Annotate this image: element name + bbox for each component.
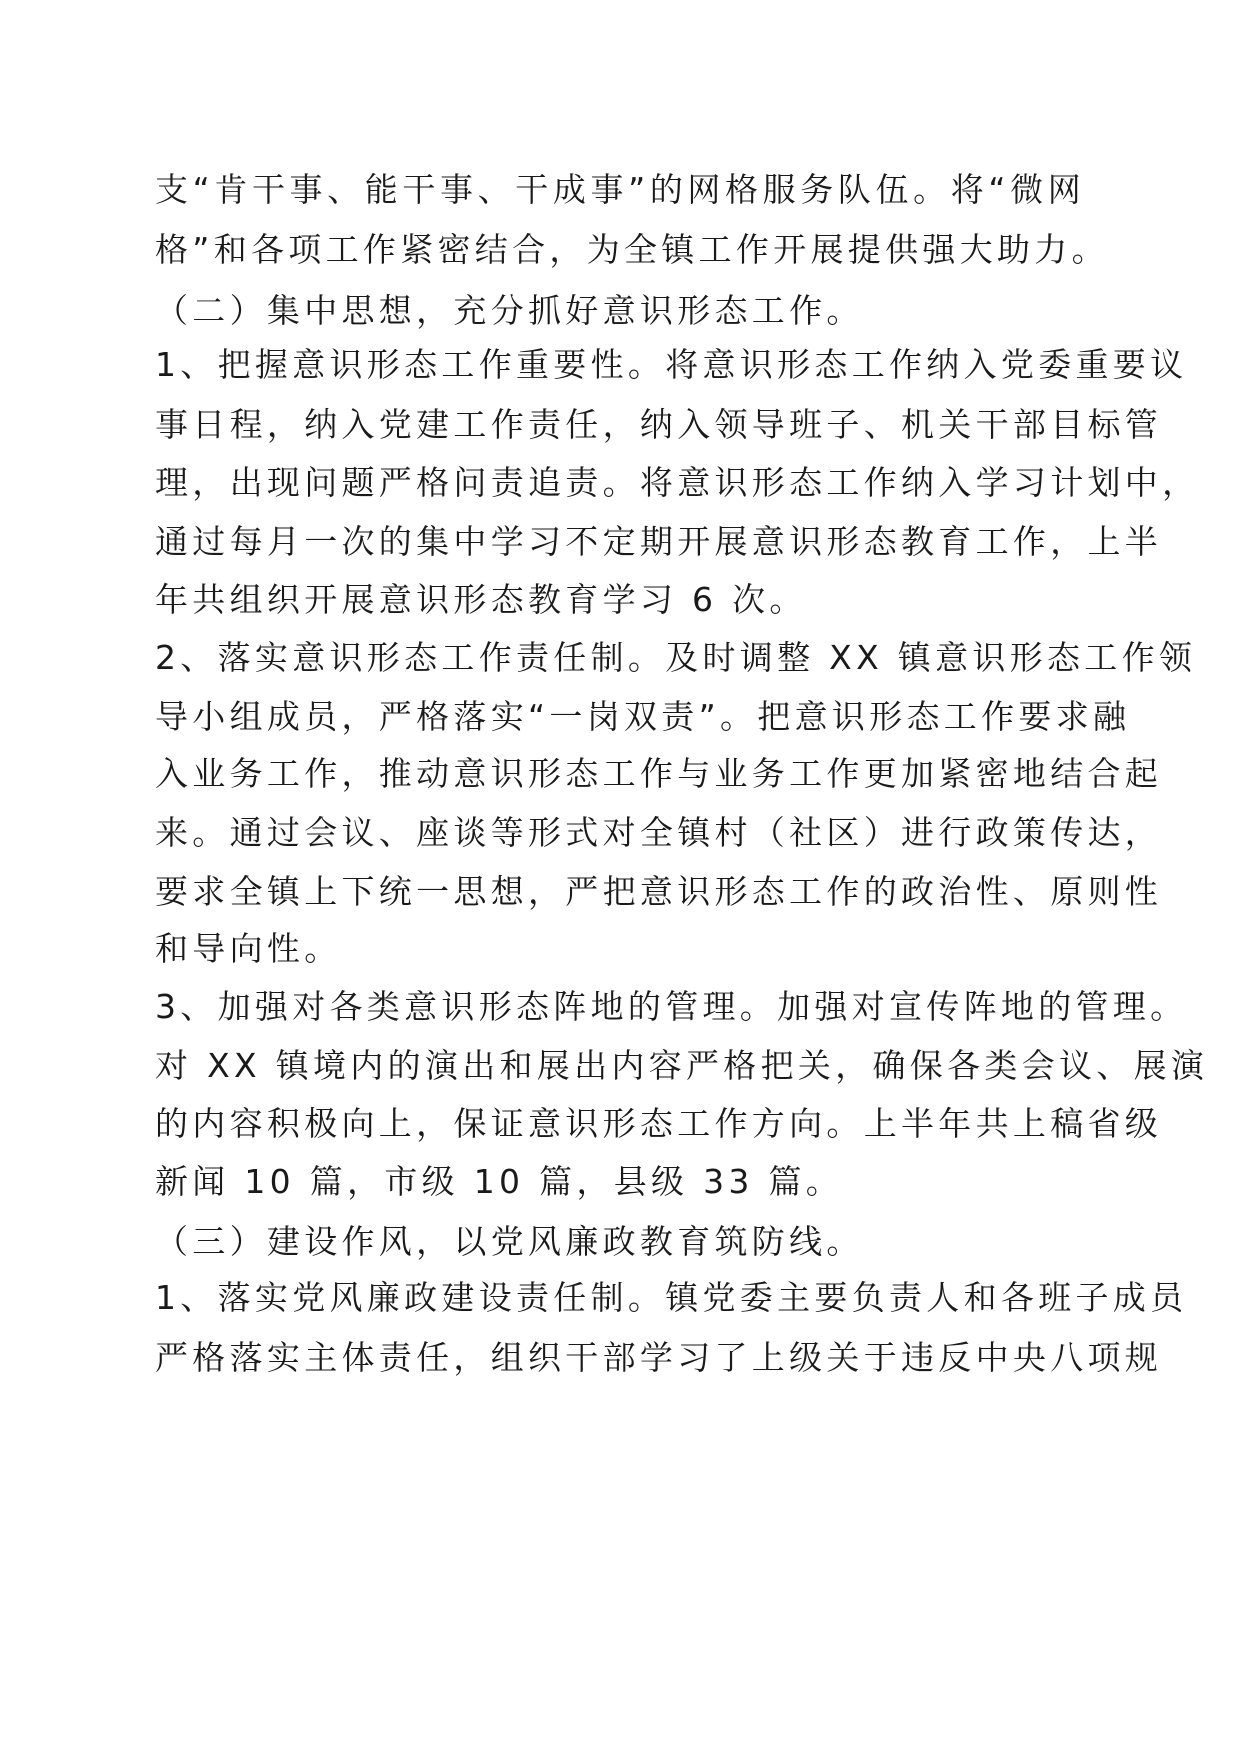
paragraph-line: 事日程，纳入党建工作责任，纳入领导班子、机关干部目标管 <box>155 405 1163 444</box>
paragraph-line: 入业务工作，推动意识形态工作与业务工作更加紧密地结合起 <box>155 754 1163 793</box>
paragraph-line: 1、把握意识形态工作重要性。将意识形态工作纳入党委重要议 <box>155 345 1188 384</box>
paragraph-line: 和导向性。 <box>155 929 342 968</box>
paragraph-line: 年共组织开展意识形态教育学习 6 次。 <box>155 580 807 619</box>
paragraph-line: 2、落实意识形态工作责任制。及时调整 XX 镇意识形态工作领 <box>155 638 1197 677</box>
paragraph-line: 的内容积极向上，保证意识形态工作方向。上半年共上稿省级 <box>155 1104 1163 1143</box>
section-heading: （三）建设作风，以党风廉政教育筑防线。 <box>155 1222 864 1261</box>
paragraph-line: 对 XX 镇境内的演出和展出内容严格把关，确保各类会议、展演 <box>155 1046 1209 1085</box>
paragraph-line: 理，出现问题严格问责追责。将意识形态工作纳入学习计划中， <box>155 463 1200 502</box>
section-heading: （二）集中思想，充分抓好意识形态工作。 <box>155 291 864 330</box>
paragraph-line: 导小组成员，严格落实“一岗双责”。把意识形态工作要求融 <box>155 697 1131 736</box>
paragraph-line: 要求全镇上下统一思想，严把意识形态工作的政治性、原则性 <box>155 872 1163 911</box>
paragraph-line: 通过每月一次的集中学习不定期开展意识形态教育工作，上半 <box>155 522 1163 561</box>
paragraph-line: 新闻 10 篇，市级 10 篇，县级 33 篇。 <box>155 1162 844 1201</box>
paragraph-line: 支“肯干事、能干事、干成事”的网格服务队伍。将“微网 <box>155 170 1085 209</box>
paragraph-line: 格”和各项工作紧密结合，为全镇工作开展提供强大助力。 <box>155 230 1109 269</box>
paragraph-line: 3、加强对各类意识形态阵地的管理。加强对宣传阵地的管理。 <box>155 987 1188 1026</box>
paragraph-line: 1、落实党风廉政建设责任制。镇党委主要负责人和各班子成员 <box>155 1278 1188 1317</box>
paragraph-line: 严格落实主体责任，组织干部学习了上级关于违反中央八项规 <box>155 1338 1163 1377</box>
paragraph-line: 来。通过会议、座谈等形式对全镇村（社区）进行政策传达， <box>155 813 1163 852</box>
